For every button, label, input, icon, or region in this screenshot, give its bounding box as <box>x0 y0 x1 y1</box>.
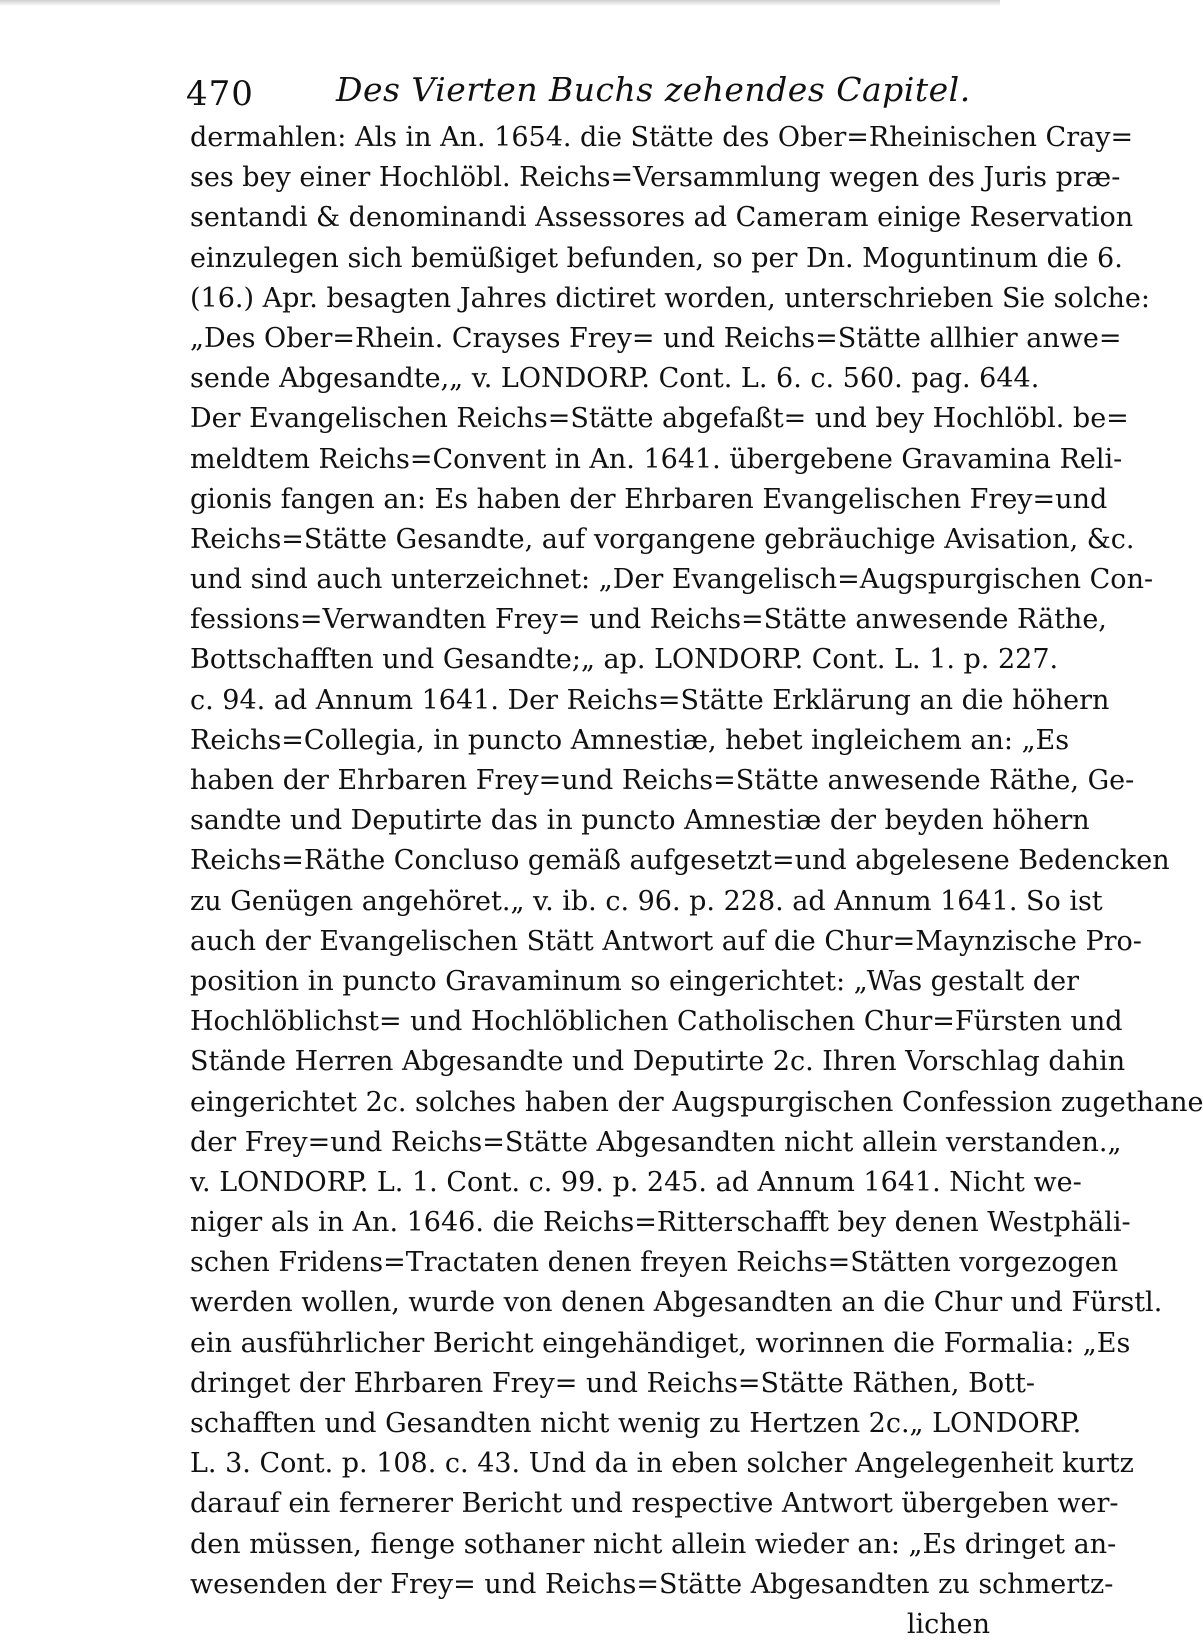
text-line: schafften und Gesandten nicht wenig zu Hertzen 2c.„ LONDORP. <box>190 1408 1082 1439</box>
text-line: Reichs=Collegia, in puncto Amnestiæ, hebet ingleichem an: „Es <box>190 724 1070 756</box>
text-line: c. 94. ad Annum 1641. Der Reichs=Stätte Erklärung an die höhern <box>190 684 1110 716</box>
text-line: (16.) Apr. besagten Jahres dictiret worden, unterschrieben Sie solche: <box>190 282 1151 314</box>
text-line: zu Genügen angehöret.„ v. ib. c. 96. p. 228. ad Annum 1641. So ist <box>190 885 1103 917</box>
text-line: v. LONDORP. L. 1. Cont. c. 99. p. 245. ad Annum 1641. Nicht we- <box>190 1166 1082 1198</box>
text-line: Reichs=Stätte Gesandte, auf vorgangene gebräuchige Avisation, &c. <box>190 523 1135 555</box>
text-line: sentandi & denominandi Assessores ad Cameram einige Reservation <box>190 202 1134 234</box>
text-line: gionis fangen an: Es haben der Ehrbaren Evangelischen Frey=und <box>190 483 1108 515</box>
page-number: 470 <box>186 74 254 114</box>
text-line: den müssen, fienge sothaner nicht allein wieder an: „Es dringet an- <box>190 1528 1117 1560</box>
text-line: darauf ein fernerer Bericht und respective Antwort übergeben wer- <box>190 1488 1119 1520</box>
text-line: und sind auch unterzeichnet: „Der Evangelisch=Augspurgischen Con- <box>190 564 1154 596</box>
text-line: auch der Evangelischen Stätt Antwort auf die Chur=Maynzische Pro- <box>190 925 1142 957</box>
text-line: ses bey einer Hochlöbl. Reichs=Versammlung wegen des Juris præ- <box>190 162 1121 194</box>
text-line: position in puncto Gravaminum so eingerichtet: „Was gestalt der <box>190 965 1079 997</box>
text-line: niger als in An. 1646. die Reichs=Ritterschafft bey denen Westphäli- <box>190 1207 1131 1239</box>
body-text <box>190 118 1203 1645</box>
text-line: dermahlen: Als in An. 1654. die Stätte des Ober=Rheinischen Cray= <box>190 122 1134 153</box>
text-line: fessions=Verwandten Frey= und Reichs=Stätte anwesende Räthe, <box>190 604 1107 636</box>
text-line: Stände Herren Abgesandte und Deputirte 2c. Ihren Vorschlag dahin <box>190 1046 1126 1078</box>
text-line: schen Fridens=Tractaten denen freyen Reichs=Stätten vorgezogen <box>190 1247 1119 1279</box>
text-line: der Frey=und Reichs=Stätte Abgesandten nicht allein verstanden.„ <box>190 1126 1122 1158</box>
text-line: eingerichtet 2c. solches haben der Augspurgischen Confession zugethane <box>190 1086 1203 1118</box>
text-line: „Des Ober=Rhein. Crayses Frey= und Reichs=Stätte allhier anwe= <box>190 322 1122 354</box>
text-line: dringet der Ehrbaren Frey= und Reichs=Stätte Räthen, Bott- <box>190 1367 1036 1399</box>
text-line: ein ausführlicher Bericht eingehändiget, worinnen die Formalia: „Es <box>190 1327 1131 1359</box>
text-line: sandte und Deputirte das in puncto Amnestiæ der beyden höhern <box>190 805 1090 837</box>
text-line: Bottschafften und Gesandte;„ ap. LONDORP. Cont. L. 1. p. 227. <box>190 644 1059 676</box>
catchword: lichen <box>906 1608 990 1640</box>
page-edge-shadow <box>0 0 1000 6</box>
text-line: werden wollen, wurde von denen Abgesandten an die Chur und Fürstl. <box>190 1287 1163 1319</box>
text-line: haben der Ehrbaren Frey=und Reichs=Stätte anwesende Räthe, Ge- <box>190 765 1135 796</box>
text-line: einzulegen sich bemüßiget befunden, so per Dn. Moguntinum die 6. <box>190 242 1123 274</box>
text-line: Der Evangelischen Reichs=Stätte abgefaßt= und bey Hochlöbl. be= <box>190 403 1129 435</box>
text-line: Hochlöblichst= und Hochlöblichen Catholischen Chur=Fürsten und <box>190 1006 1123 1038</box>
text-line: sende Abgesandte,„ v. LONDORP. Cont. L. 6. c. 560. pag. 644. <box>190 363 1040 395</box>
text-line: L. 3. Cont. p. 108. c. 43. Und da in eben solcher Angelegenheit kurtz <box>190 1448 1134 1480</box>
text-line: wesenden der Frey= und Reichs=Stätte Abgesandten zu schmertz- <box>190 1568 1114 1600</box>
text-line: meldtem Reichs=Convent in An. 1641. übergebene Gravamina Reli- <box>190 443 1123 475</box>
running-title: Des Vierten Buchs zehendes Capitel. <box>336 70 971 109</box>
text-line: Reichs=Räthe Concluso gemäß aufgesetzt=und abgelesene Bedencken <box>190 845 1170 877</box>
